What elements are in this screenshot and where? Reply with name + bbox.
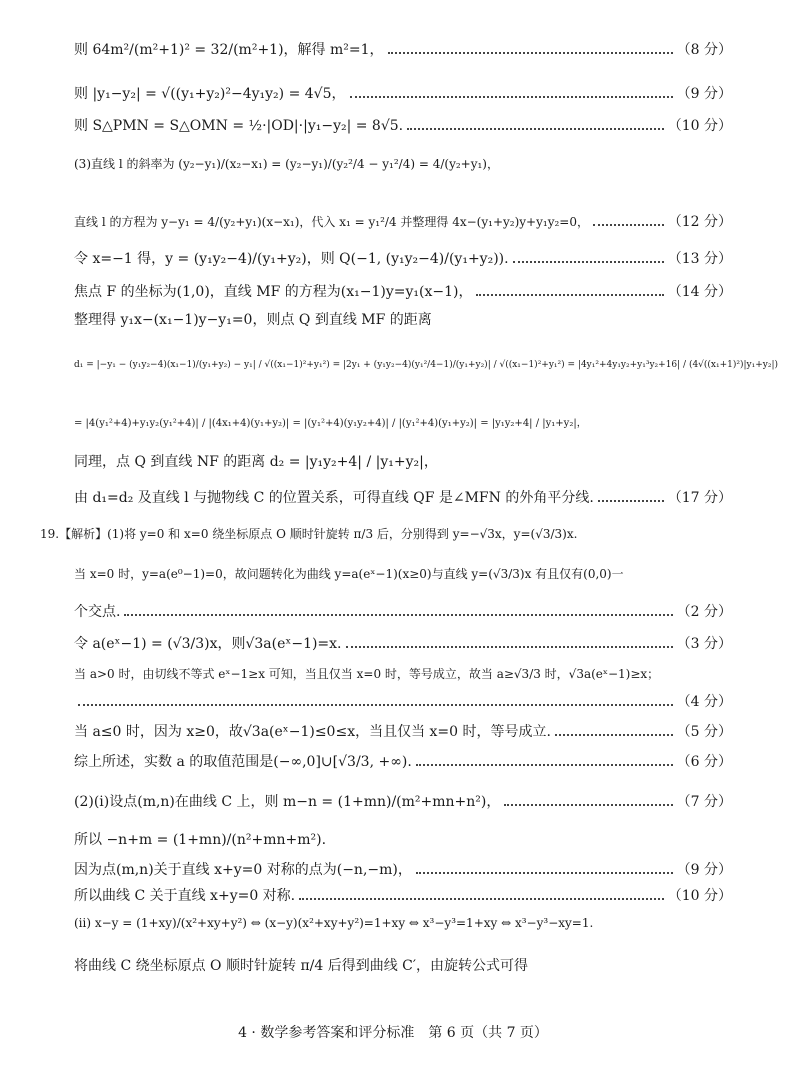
line-text: 当 a≤0 时，因为 x≥0，故√3a(eˣ−1)≤0≤x，当且仅当 x=0 时，等号成立. [74,724,551,740]
leader-dots [350,96,673,98]
text-line [74,408,732,434]
text-line [74,80,732,106]
line-text: 所以曲线 C 关于直线 x+y=0 对称. [74,888,296,904]
line-text: 则 |y₁−y₂| = √((y₁+y₂)²−4y₁y₂) = 4√5， [74,86,346,102]
line-text: 直线 l 的方程为 y−y₁ = 4/(y₂+y₁)(x−x₁)，代入 x₁ = y₁²/4 并整理得 4x−(y₁+y₂)y+y₁y₂=0， [74,214,589,229]
line-text: 则 S△PMN = S△OMN = ½·|OD|·|y₁−y₂| = 8√5. [74,118,404,134]
text-line [74,150,732,176]
text-line [74,36,732,62]
text-line [74,484,732,510]
score-label: （12 分） [667,214,732,230]
text-line [74,748,732,774]
leader-dots [388,52,673,54]
line-text: 则 64m²/(m²+1)² = 32/(m²+1)，解得 m²=1， [74,42,384,58]
score-label: （5 分） [676,724,732,740]
line-text: 令 x=−1 得，y = (y₁y₂−4)/(y₁+y₂)，则 Q(−1, (y₁y₂−4)/(y₁+y₂)). [74,251,509,267]
line-text: 当 a>0 时，由切线不等式 eˣ−1≥x 可知，当且仅当 x=0 时，等号成立，故当 a≥√3/3 时，√3a(eˣ−1)≥x； [74,666,660,681]
line-text: 由 d₁=d₂ 及直线 l 与抛物线 C 的位置关系，可得直线 QF 是∠MFN 的外角平分线. [74,490,594,506]
score-label: （13 分） [667,251,732,267]
leader-dots [513,261,664,263]
line-text: 所以 −n+m = (1+mn)/(n²+mn+m²). [74,832,327,848]
text-line [74,112,732,138]
score-label: （17 分） [667,490,732,506]
leader-dots [346,646,673,648]
text-line [74,448,732,474]
text-line [74,826,732,852]
score-label: （2 分） [676,604,732,620]
text-line [74,208,732,234]
text-line [74,718,732,744]
line-text: 当 x=0 时，y=a(e⁰−1)=0，故问题转化为曲线 y=a(eˣ−1)(x≥0)与直线 y=(√3/3)x 有且仅有(0,0)一 [74,566,624,581]
line-text: 同理，点 Q 到直线 NF 的距离 d₂ = |y₁y₂+4| / |y₁+y₂|， [74,454,438,470]
leader-dots [476,294,663,296]
leader-dots [124,614,672,616]
text-line [74,882,732,908]
leader-dots [416,872,673,874]
leader-dots [299,898,664,900]
line-text: 整理得 y₁x−(x₁−1)y−y₁=0，则点 Q 到直线 MF 的距离 [74,312,432,328]
line-text: = |4(y₁²+4)+y₁y₂(y₁²+4)| / |(4x₁+4)(y₁+y₂)| = |(y₁²+4)(y₁y₂+4)| / |(y₁²+4)(y₁+y₂)| = |y₁y₂+4| / |y₁+y₂|， [74,417,587,429]
score-label: （6 分） [676,754,732,770]
line-text: 综上所述，实数 a 的取值范围是(−∞,0]∪[√3/3, +∞). [74,754,412,770]
score-label: （9 分） [676,86,732,102]
line-text: d₁ = |−y₁ − (y₁y₂−4)(x₁−1)/(y₁+y₂) − y₁| / √((x₁−1)²+y₁²) = |2y₁ + (y₁y₂−4)(y₁²/4−1)/(y₁+y₂)| / √((x₁−1)²+y₁²) = |4y₁²+4y₁y₂+y₁³y₂+16| / (4√((x₁+1)²)|y₁+y₂|) [74,360,779,370]
leader-dots [504,804,672,806]
text-line [74,630,732,656]
line-text: 个交点. [74,604,121,620]
score-label: （14 分） [667,284,732,300]
leader-dots [555,734,673,736]
score-label: （10 分） [667,118,732,134]
text-line [74,352,779,378]
text-line [74,306,732,332]
score-label: （7 分） [676,794,732,810]
line-text: 19.【解析】(1)将 y=0 和 x=0 绕坐标原点 O 顺时针旋转 π/3 后，分别得到 y=−√3x，y=(√3/3)x. [40,526,578,541]
text-line [74,278,732,304]
text-line [74,856,732,882]
line-text: 因为点(m,n)关于直线 x+y=0 对称的点为(−n,−m)， [74,862,412,878]
score-label: （8 分） [676,42,732,58]
leader-dots [407,128,664,130]
text-line [74,560,732,586]
text-line [74,952,732,978]
text-line [74,788,732,814]
text-line [74,245,732,271]
leader-dots [593,224,664,226]
leader-dots [598,500,664,502]
text-line [74,688,732,714]
score-label: （3 分） [676,636,732,652]
line-text: (3)直线 l 的斜率为 (y₂−y₁)/(x₂−x₁) = (y₂−y₁)/(y₂²/4 − y₁²/4) = 4/(y₂+y₁)， [74,156,499,171]
line-text: (ⅱ) x−y = (1+xy)/(x²+xy+y²) ⇔ (x−y)(x²+xy+y²)=1+xy ⇔ x³−y³=1+xy ⇔ x³−y³−xy=1. [74,916,594,930]
line-text: 将曲线 C 绕坐标原点 O 顺时针旋转 π/4 后得到曲线 C′，由旋转公式可得 [74,958,529,974]
page-footer: 4 · 数学参考答案和评分标准 第 6 页（共 7 页） [238,1025,548,1041]
score-label: （4 分） [676,694,732,710]
score-label: （9 分） [676,862,732,878]
text-line [74,910,732,936]
text-line [74,660,732,686]
leader-dots [416,764,673,766]
score-label: （10 分） [667,888,732,904]
line-text: 焦点 F 的坐标为(1,0)，直线 MF 的方程为(x₁−1)y=y₁(x−1)， [74,284,473,300]
text-line [74,598,732,624]
text-line [40,520,732,546]
line-text: (2)(ⅰ)设点(m,n)在曲线 C 上，则 m−n = (1+mn)/(m²+mn+n²)， [74,794,501,810]
leader-dots [78,704,673,706]
line-text: 令 a(eˣ−1) = (√3/3)x，则√3a(eˣ−1)=x. [74,636,342,652]
